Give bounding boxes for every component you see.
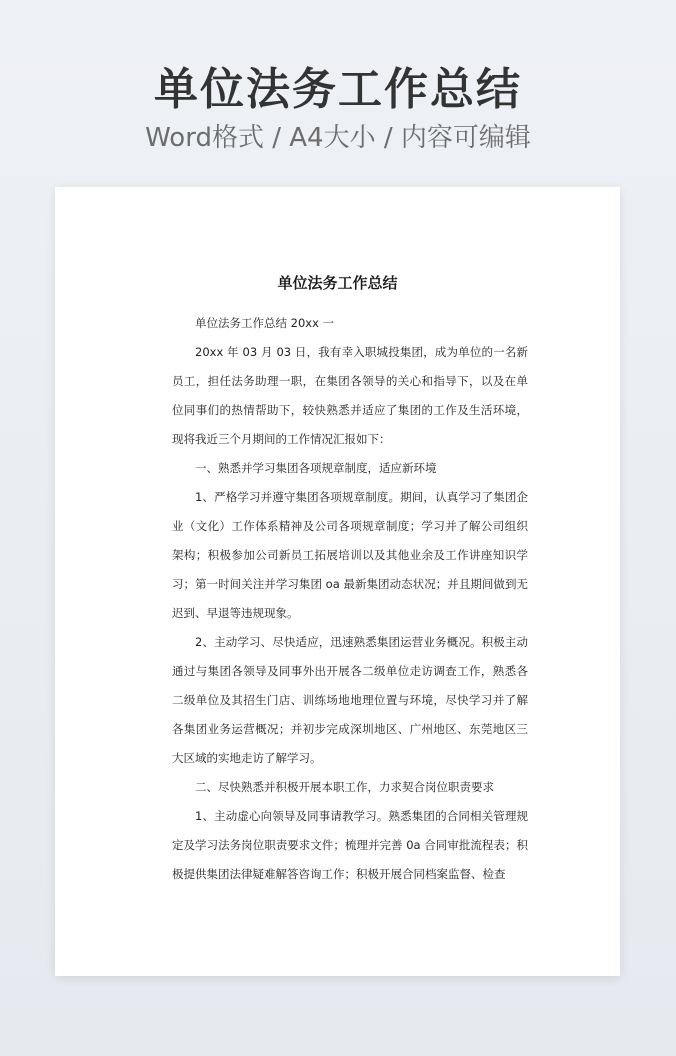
document-page — [55, 187, 620, 976]
paragraph: 2、主动学习、尽快适应，迅速熟悉集团运营业务概况。积极主动通过与集团各领导及同事外出开展各二级单位走访调查工作，熟悉各二级单位及其招生门店、训练场地地理位置与环境，尽快学习并了解各集团业务运营概况；并初步完成深圳地区、广州地区、东莞地区三大区域的实地走访了解学习。 — [172, 635, 528, 765]
banner — [0, 62, 676, 156]
section-heading: 一、熟悉并学习集团各项规章制度，适应新环境 — [195, 461, 437, 475]
paragraph: 20xx 年 03 月 03 日，我有幸入职城投集团，成为单位的一名新员工，担任法务助理一职，在集团各领导的关心和指导下，以及在单位同事们的热情帮助下，较快熟悉并适应了集团的工作及生活环境，现将我近三个月期间的工作情况汇报如下： — [172, 345, 528, 446]
document-body — [172, 309, 528, 889]
document-title: 单位法务工作总结 — [277, 274, 398, 292]
section-heading: 二、尽快熟悉并积极开展本职工作，力求契合岗位职责要求 — [195, 780, 494, 794]
paragraph: 1、主动虚心向领导及同事请教学习。熟悉集团的合同相关管理规定及学习法务岗位职责要求文件；梳理并完善 0a 合同审批流程表；积极提供集团法律疑难解答咨询工作；积极开展合同档案监督、检查 — [172, 809, 528, 881]
paragraph: 1、严格学习并遵守集团各项规章制度。期间，认真学习了集团企业（文化）工作体系精神及公司各项规章制度；学习并了解公司组织架构；积极参加公司新员工拓展培训以及其他业余及工作讲座知识学习；第一时间关注并学习集团 oa 最新集团动态状况；并且期间做到无迟到、早退等违规现象。 — [172, 490, 528, 620]
banner-title: 单位法务工作总结 — [154, 64, 522, 115]
banner-subtitle: Word格式 / A4大小 / 内容可编辑 — [145, 123, 531, 153]
paragraph: 单位法务工作总结 20xx 一 — [195, 316, 335, 330]
